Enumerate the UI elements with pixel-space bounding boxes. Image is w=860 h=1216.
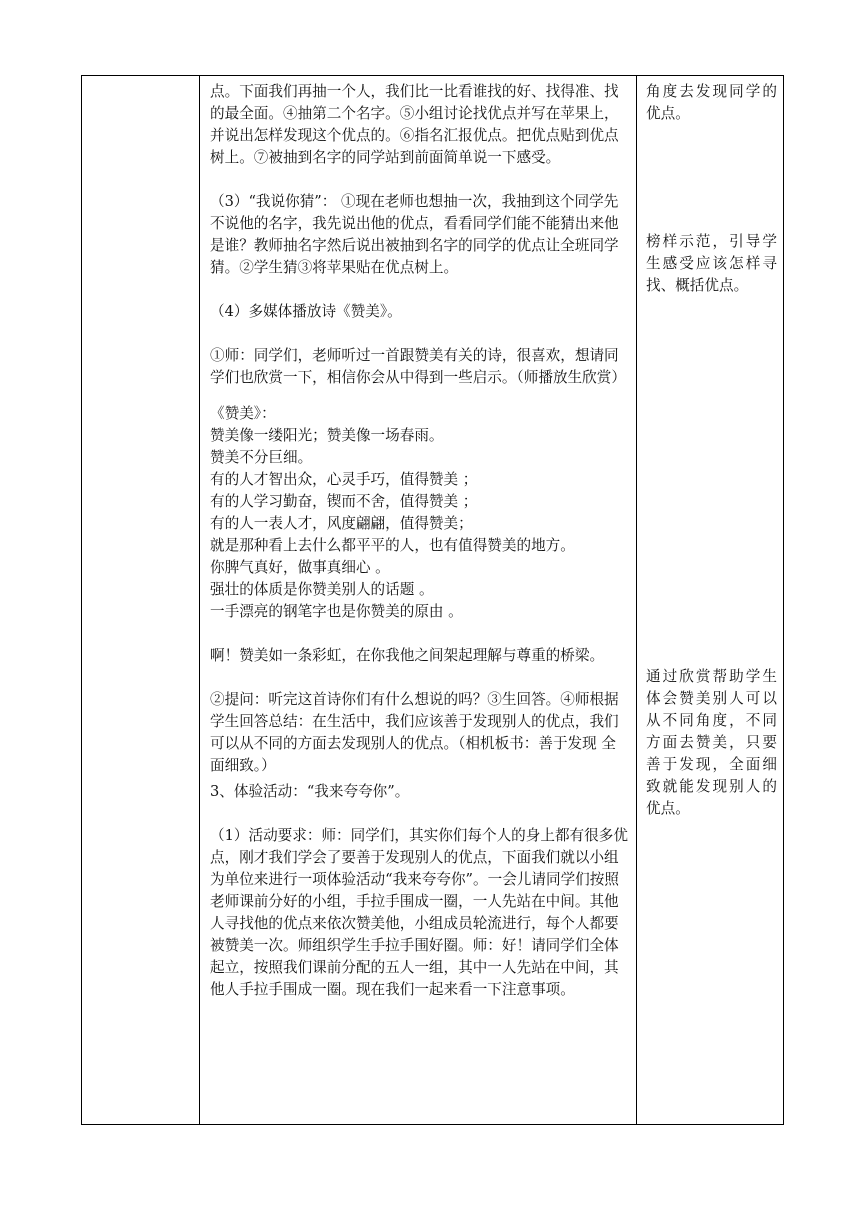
poem-block [210,403,628,623]
lesson-plan-table [81,75,784,1125]
design-note-1: 角度去发现同学的优点。 [646,83,777,122]
poem-line: 赞美像一缕阳光；赞美像一场春雨。 [210,427,444,444]
paragraph-teacher-intro: ①师：同学们，老师听过一首跟赞美有关的诗，很喜欢，想请同学们也欣赏一下，相信你会从中得到一些启示。（师播放生欣赏） [210,347,626,386]
table-row [82,76,784,1125]
poem-line: 有的人才智出众，心灵手巧，值得赞美 ； [210,471,478,488]
design-note-2: 榜样示范，引导学生感受应该怎样寻找、概括优点。 [646,233,777,294]
poem-line: 你脾气真好，做事真细心 。 [210,559,390,576]
poem-line: 就是那种看上去什么都平平的人，也有值得赞美的地方。 [210,537,575,554]
poem-line: 强壮的体质是你赞美别人的话题 。 [210,581,434,598]
poem-line: 一手漂亮的钢笔字也是你赞美的原由 。 [210,603,463,620]
paragraph-activity-requirements: （1）活动要求：师：同学们，其实你们每个人的身上都有很多优点，刚才我们学会了要善于发现别人的优点，下面我们就以小组为单位来进行一项体验活动“我来夸夸你”。一会儿请同学们按照老师课前分好的小组，手拉手围成一圈，一人先站在中间。其他人寻找他的优点来依次赞美他，小组成员轮流进行，每个人都要被赞美一次。师组织学生手拉手围好圈。师：好！请同学们全体起立，按照我们课前分配的五人一组，其中一人先站在中间，其他人手拉手围成一圈。现在我们一起来看一下注意事项。 [210,827,628,998]
paragraph-question: ②提问：听完这首诗你们有什么想说的吗？③生回答。④师根据学生回答总结：在生活中，我们应该善于发现别人的优点，我们可以从不同的方面去发现别人的优点。（相机板书：善于发现 全面细致。） [210,691,619,774]
poem-line: 《赞美》： [210,405,276,422]
design-intent-cell [637,76,784,1125]
design-note-3: 通过欣赏帮助学生体会赞美别人可以从不同角度，不同方面去赞美，只要善于发现，全面细致就能发现别人的优点。 [646,668,777,817]
paragraph-activity-title: 3、体验活动：“我来夸夸你”。 [210,783,410,800]
paragraph-guess-game: （3）“我说你猜”： ①现在老师也想抽一次，我抽到这个同学先不说他的名字，我先说出他的优点，看看同学们能不能猜出来他是谁？教师抽名字然后说出被抽到名字的同学的优点让全班同学猜。②学生猜③将苹果贴在优点树上。 [210,193,619,276]
paragraph-rainbow: 啊！赞美如一条彩虹，在你我他之间架起理解与尊重的桥梁。 [210,647,605,664]
poem-line: 有的人学习勤奋，锲而不舍，值得赞美 ； [210,493,478,510]
teaching-process-cell [200,76,637,1125]
paragraph-continued: 点。下面我们再抽一个人，我们比一比看谁找的好、找得准、找的最全面。④抽第二个名字。⑤小组讨论找优点并写在苹果上，并说出怎样发现这个优点的。⑥指名汇报优点。把优点贴到优点树上。⑦被抽到名字的同学站到前面简单说一下感受。 [210,83,619,166]
poem-line: 赞美不分巨细。 [210,449,313,466]
paragraph-multimedia: （4）多媒体播放诗《赞美》。 [210,303,402,320]
blank-column-cell [82,76,200,1125]
poem-line: 有的人一表人才，风度翩翩，值得赞美； [210,515,473,532]
